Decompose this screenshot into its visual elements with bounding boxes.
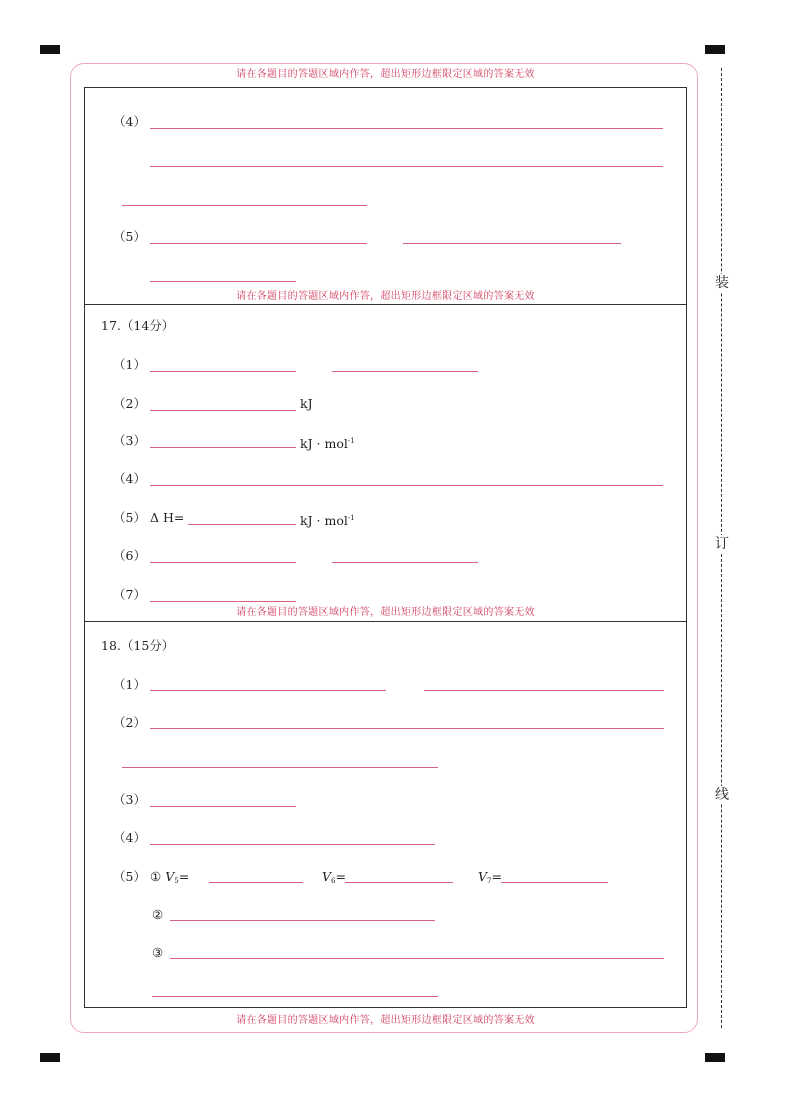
q17-item-7-label: （7） [113,587,146,602]
answer-line[interactable] [150,562,296,563]
unit-superscript: -1 [347,437,355,445]
answer-line[interactable] [150,243,367,244]
q18-item-2-label: （2） [113,715,146,730]
answer-line[interactable] [424,690,664,691]
q18-item-5-label: （5） [113,869,146,884]
circled-number: ① [150,869,162,884]
variable-subscript: 7 [487,877,492,885]
variable-symbol: V [165,869,175,884]
q17-item-3-unit [300,433,355,452]
prev-item-5-label: （5） [113,229,146,244]
answer-line[interactable] [150,281,296,282]
warning-text-bottom: 请在各题目的答题区域内作答，超出矩形边框限定区域的答案无效 [236,1015,535,1026]
answer-line[interactable] [170,920,435,921]
answer-line[interactable] [150,166,663,167]
warning-text-top: 请在各题目的答题区域内作答，超出矩形边框限定区域的答案无效 [236,69,535,80]
registration-mark-top-right [705,45,725,54]
answer-line[interactable] [332,562,478,563]
q17-item-2-unit: kJ [300,396,313,411]
answer-line[interactable] [170,958,664,959]
answer-line[interactable] [188,524,296,525]
q18-header: 18.（15分） [101,638,175,653]
q17-item-4-label: （4） [113,471,146,486]
q17-item-6-label: （6） [113,548,146,563]
variable-symbol: V [322,869,332,884]
binding-label-xian: 线 [715,787,729,803]
answer-line[interactable] [209,882,303,883]
q17-item-2-label: （2） [113,396,146,411]
answer-line[interactable] [122,767,438,768]
answer-line[interactable] [150,410,296,411]
answer-line[interactable] [332,371,478,372]
answer-line[interactable] [403,243,621,244]
answer-line[interactable] [150,690,386,691]
answer-line[interactable] [150,601,296,602]
answer-line[interactable] [150,447,296,448]
variable-symbol: V [478,869,488,884]
answer-line[interactable] [150,806,296,807]
registration-mark-top-left [40,45,60,54]
answer-line[interactable] [150,485,663,486]
registration-mark-bottom-right [705,1053,725,1062]
answer-line[interactable] [345,882,453,883]
answer-line[interactable] [150,844,435,845]
q17-item-5-unit [300,510,355,529]
variable-subscript: 6 [331,877,336,885]
section-divider [84,621,687,622]
equals-sign: = [491,869,502,884]
q17-header: 17.（14分） [101,318,175,333]
q18-item-1-label: （1） [113,677,146,692]
q18-item-5-v6 [322,869,346,889]
section-divider [84,304,687,305]
q18-item-4-label: （4） [113,830,146,845]
q18-item-5-sub3-label: ③ [152,945,164,960]
equals-sign: = [178,869,190,884]
variable-subscript: 5 [174,877,179,885]
answer-line[interactable] [122,205,367,206]
prev-item-4-label: （4） [113,114,146,129]
q18-item-5-sub2-label: ② [152,907,164,922]
equals-sign: = [335,869,346,884]
warning-text-q17-end: 请在各题目的答题区域内作答，超出矩形边框限定区域的答案无效 [236,607,535,618]
unit-superscript: -1 [347,514,355,522]
q17-item-5-prefix: Δ H= [150,510,185,525]
q17-item-5-label: （5） [113,510,146,525]
q18-item-5-sub1 [150,869,189,889]
q18-item-5-v7 [478,869,502,889]
answer-line[interactable] [150,728,664,729]
binding-label-ding: 订 [715,536,729,552]
unit-text: kJ · mol [300,436,348,451]
answer-line[interactable] [150,128,663,129]
warning-text-section-end: 请在各题目的答题区域内作答，超出矩形边框限定区域的答案无效 [236,291,535,302]
answer-line[interactable] [501,882,608,883]
q18-item-3-label: （3） [113,792,146,807]
answer-line[interactable] [150,371,296,372]
binding-label-zhuang: 装 [715,275,729,291]
q17-item-3-label: （3） [113,433,146,448]
q17-item-1-label: （1） [113,357,146,372]
unit-text: kJ · mol [300,513,348,528]
answer-line[interactable] [152,996,438,997]
registration-mark-bottom-left [40,1053,60,1062]
